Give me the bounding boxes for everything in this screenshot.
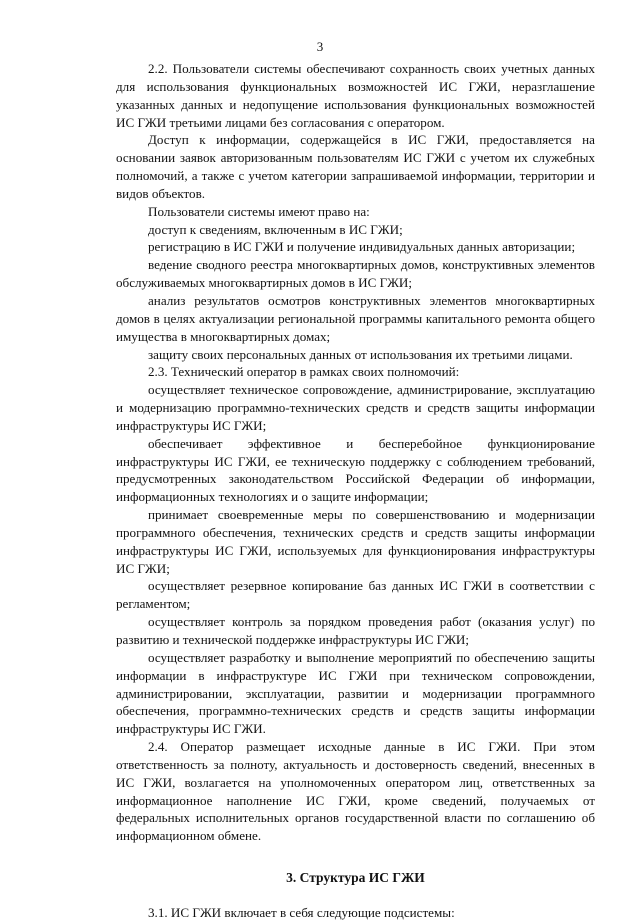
section-heading: 3. Структура ИС ГЖИ: [286, 870, 425, 886]
list-item-operator-duty: принимает своевременные меры по совершенствованию и модернизации программного обеспечения, технических средств и средств защиты информации инфраструктуры ИС ГЖИ, используемых для функционирования инфраструктуры ИС ГЖИ;: [116, 507, 595, 576]
list-item-operator-duty: осуществляет резервное копирование баз данных ИС ГЖИ в соответствии с регламентом;: [116, 578, 595, 612]
list-item-operator-duty: осуществляет техническое сопровождение, администрирование, эксплуатацию и модернизацию программно-технических средств и средств защиты информации инфраструктуры ИС ГЖИ;: [116, 382, 595, 433]
list-item-user-right: регистрацию в ИС ГЖИ и получение индивидуальных данных авторизации;: [148, 239, 576, 255]
list-item-user-right: защиту своих персональных данных от использования их третьими лицами.: [148, 346, 573, 362]
document-body: [116, 60, 595, 922]
list-item-operator-duty: осуществляет контроль за порядком проведения работ (оказания услуг) по развитию и технической поддержке инфраструктуры ИС ГЖИ;: [116, 614, 595, 647]
list-item-operator-duty: обеспечивает эффективное и бесперебойное функционирование инфраструктуры ИС ГЖИ, ее техническую поддержку с соблюдением требований, предусмотренных законодательством Российской Федерации об информации, информационных технологиях и о защите информации;: [116, 435, 595, 505]
paragraph-3-1: 3.1. ИС ГЖИ включает в себя следующие подсистемы:: [148, 905, 455, 921]
list-item-user-right: анализ результатов осмотров конструктивных элементов многоквартирных домов в целях актуализации региональной программы капитального ремонта общего имущества в многоквартирных домах;: [116, 292, 595, 344]
paragraph-2-2: 2.2. Пользователи системы обеспечивают сохранность своих учетных данных для использования функциональных возможностей ИС ГЖИ, неразглашение указанных данных и недопущение использования функциональных возможностей ИС ГЖИ третьими лицами без согласования с оператором.: [116, 61, 595, 130]
list-item-user-right: доступ к сведениям, включенным в ИС ГЖИ;: [148, 221, 403, 237]
list-item-operator-duty: осуществляет разработку и выполнение мероприятий по обеспечению защиты информации в инфраструктуре ИС ГЖИ при техническом сопровождении, администрировании, эксплуатации, развитии и модернизации программного обеспечения, программно-технических средств и средств защиты информации инфраструктуры ИС ГЖИ.: [116, 649, 595, 737]
page-number: 3: [316, 39, 324, 54]
paragraph-access: Доступ к информации, содержащейся в ИС ГЖИ, предоставляется на основании заявок авторизованным пользователям ИС ГЖИ с учетом их служебных полномочий, а также с учетом категории запрашиваемой информации, территории и видов объектов.: [116, 132, 595, 201]
list-item-user-right: ведение сводного реестра многоквартирных домов, конструктивных элементов обслуживаемых многоквартирных домов в ИС ГЖИ;: [116, 257, 595, 291]
paragraph-user-rights-intro: Пользователи системы имеют право на:: [148, 203, 370, 219]
paragraph-2-4: 2.4. Оператор размещает исходные данные в ИС ГЖИ. При этом ответственность за полноту, актуальность и достоверность сведений, внесенных в ИС ГЖИ, возлагается на уполномоченных оператором лиц, ответственных за информационное наполнение ИС ГЖИ, кроме сведений, получаемых от федеральных исполнительных органов государственной власти по соглашению об информационном обмене.: [116, 739, 595, 844]
paragraph-2-3: 2.3. Технический оператор в рамках своих полномочий:: [148, 364, 460, 380]
